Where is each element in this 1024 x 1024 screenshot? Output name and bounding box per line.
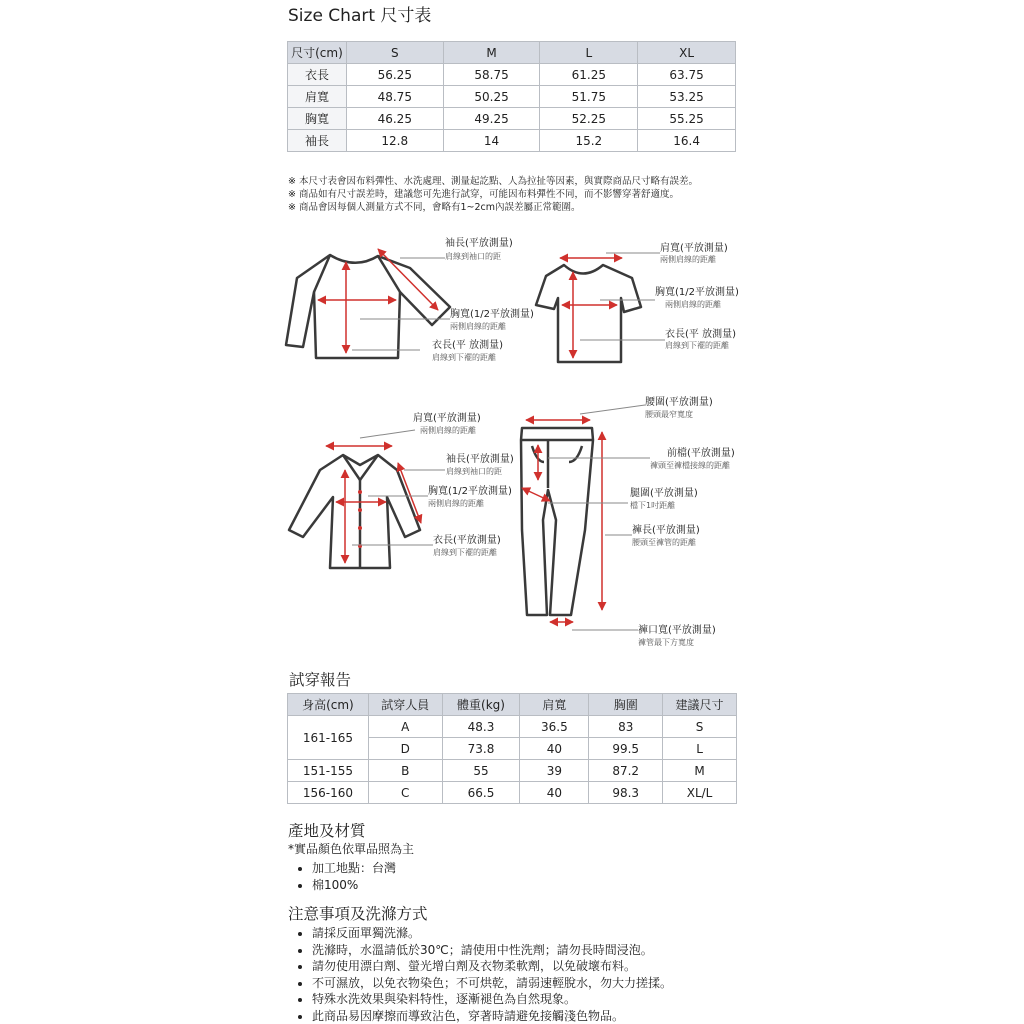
fitting-cell: 36.5	[520, 716, 589, 738]
raglan-sleeve-sub: 肩線到袖口的距	[445, 252, 501, 261]
fitting-height-cell: 156-160	[288, 782, 369, 804]
size-chart-cell: 50.25	[443, 86, 540, 108]
raglan-length-label: 衣長(平 放測量)	[432, 340, 503, 351]
care-item: • 特殊水洗效果與染料特性，逐漸褪色為自然現象。	[312, 991, 672, 1008]
fitting-title: 試穿報告	[289, 671, 352, 689]
size-chart-row-label: 胸寬	[288, 108, 347, 130]
size-chart-cell: 49.25	[443, 108, 540, 130]
fitting-cell: 98.3	[589, 782, 663, 804]
fitting-cell: D	[368, 738, 442, 760]
size-chart-cell: 56.25	[346, 64, 443, 86]
fitting-cell: 87.2	[589, 760, 663, 782]
size-chart-row-label: 肩寬	[288, 86, 347, 108]
fitting-cell: 66.5	[442, 782, 520, 804]
pants-thigh-label: 腿圍(平放測量)	[630, 488, 698, 499]
care-list	[296, 925, 672, 1024]
size-chart-cell: 15.2	[540, 130, 638, 152]
shirt-sleeve-arrow	[398, 463, 421, 523]
fitting-header-cell: 試穿人員	[368, 694, 442, 716]
fitting-header-cell: 胸圍	[589, 694, 663, 716]
size-chart-row-label: 衣長	[288, 64, 347, 86]
shirt-length-label: 衣長(平放測量)	[433, 535, 501, 546]
fitting-table	[287, 693, 737, 804]
fitting-header-cell: 身高(cm)	[288, 694, 369, 716]
fitting-cell: 55	[442, 760, 520, 782]
fitting-cell: B	[368, 760, 442, 782]
care-item: • 請採反面單獨洗滌。	[312, 925, 672, 942]
size-chart-cell: 52.25	[540, 108, 638, 130]
origin-list	[296, 860, 396, 893]
shirt-shoulder-label: 肩寬(平放測量)	[413, 413, 481, 424]
fitting-cell: L	[663, 738, 737, 760]
shirt-illustration	[289, 455, 420, 568]
pants-hem-sub: 褲管最下方寬度	[638, 638, 694, 647]
size-chart-cell: 53.25	[638, 86, 736, 108]
fitting-cell: 39	[520, 760, 589, 782]
size-chart-cell: 14	[443, 130, 540, 152]
size-note: ※ 商品會因每個人測量方式不同，會略有1~2cm內誤差屬正常範圍。	[288, 202, 581, 213]
size-chart-cell: 51.75	[540, 86, 638, 108]
fitting-header-cell: 肩寬	[520, 694, 589, 716]
origin-note: *實品顏色依單品照為主	[288, 842, 415, 856]
fitting-height-cell: 161-165	[288, 716, 369, 760]
pants-rise-label: 前檔(平放測量)	[667, 448, 735, 459]
size-chart-cell: 61.25	[540, 64, 638, 86]
shirt-chest-sub: 兩側肩線的距離	[428, 499, 484, 508]
care-item: • 洗滌時，水溫請低於30℃；請使用中性洗劑；請勿長時間浸泡。	[312, 942, 672, 959]
pants-waist-sub: 腰頭最窄寬度	[645, 410, 693, 419]
size-chart-header-cell: S	[346, 42, 443, 64]
fitting-cell: M	[663, 760, 737, 782]
raglan-chest-sub: 兩側肩線的距離	[450, 322, 506, 331]
fitting-header-cell: 體重(kg)	[442, 694, 520, 716]
pants-length-label: 褲長(平放測量)	[632, 525, 700, 536]
size-chart-cell: 12.8	[346, 130, 443, 152]
pants-illustration	[521, 428, 593, 615]
size-chart-title: Size Chart 尺寸表	[288, 6, 432, 26]
fitting-header-row	[288, 694, 737, 716]
fitting-height-cell: 151-155	[288, 760, 369, 782]
tshirt-chest-sub: 兩側肩線的距離	[665, 300, 721, 309]
size-chart-header-cell: M	[443, 42, 540, 64]
size-chart-cell: 58.75	[443, 64, 540, 86]
size-chart-row-label: 袖長	[288, 130, 347, 152]
size-chart-cell: 55.25	[638, 108, 736, 130]
tshirt-length-sub: 肩線到下襬的距離	[665, 341, 729, 350]
shirt-shoulder-sub: 兩側肩線的距離	[420, 426, 476, 435]
size-chart-header-cell: 尺寸(cm)	[288, 42, 347, 64]
care-item: • 不可濕放，以免衣物染色；不可烘乾，請弱速輕脫水，勿大力搓揉。	[312, 975, 672, 992]
pants-hem-label: 褲口寬(平放測量)	[638, 625, 716, 636]
origin-item: • 棉100%	[312, 877, 396, 894]
size-chart-cell: 16.4	[638, 130, 736, 152]
shirt-sleeve-sub: 肩線到袖口的距	[446, 467, 502, 476]
care-item: • 此商品易因摩擦而導致沾色，穿著時請避免接觸淺色物品。	[312, 1008, 672, 1024]
shirt-sleeve-label: 袖長(平放測量)	[446, 454, 514, 465]
tshirt-length-label: 衣長(平 放測量)	[665, 329, 736, 340]
raglan-length-sub: 肩線到下襬的距離	[432, 353, 496, 362]
shirt-chest-label: 胸寬(1/2平放測量)	[428, 486, 512, 497]
fitting-cell: 40	[520, 738, 589, 760]
size-chart-cell: 48.75	[346, 86, 443, 108]
size-chart-header-cell: XL	[638, 42, 736, 64]
origin-item: • 加工地點：台灣	[312, 860, 396, 877]
fitting-cell: S	[663, 716, 737, 738]
raglan-sleeve-label: 袖長(平放測量)	[445, 238, 513, 249]
tshirt-illustration	[536, 265, 641, 362]
size-chart-cell: 63.75	[638, 64, 736, 86]
size-chart-cell: 46.25	[346, 108, 443, 130]
fitting-cell: XL/L	[663, 782, 737, 804]
fitting-cell: 83	[589, 716, 663, 738]
fitting-header-cell: 建議尺寸	[663, 694, 737, 716]
size-chart-header-cell: L	[540, 42, 638, 64]
tshirt-shoulder-label: 肩寬(平放測量)	[660, 243, 728, 254]
pants-rise-sub: 褲頭至褲檔接線的距離	[650, 461, 730, 470]
fitting-cell: C	[368, 782, 442, 804]
fitting-cell: 99.5	[589, 738, 663, 760]
fitting-row	[288, 716, 737, 738]
tshirt-shoulder-sub: 兩側肩線的距離	[660, 255, 716, 264]
fitting-row	[288, 760, 737, 782]
size-note: ※ 本尺寸表會因布料彈性、水洗處理、測量起訖點、人為拉扯等因素，與實際商品尺寸略有誤差。	[288, 176, 698, 187]
raglan-chest-label: 胸寬(1/2平放測量)	[450, 309, 534, 320]
shirt-length-sub: 肩線到下襬的距離	[433, 548, 497, 557]
care-item: • 請勿使用漂白劑、螢光增白劑及衣物柔軟劑，以免破壞布料。	[312, 958, 672, 975]
pants-thigh-arrow	[522, 488, 550, 501]
raglan-shirt-illustration	[286, 255, 450, 358]
fitting-row	[288, 782, 737, 804]
fitting-cell: 40	[520, 782, 589, 804]
tshirt-chest-label: 胸寬(1/2平放測量)	[655, 287, 739, 298]
pants-length-sub: 腰頭至褲管的距離	[632, 538, 696, 547]
size-note: ※ 商品如有尺寸誤差時，建議您可先進行試穿，可能因布料彈性不同，而不影響穿著舒適度。	[288, 189, 679, 200]
pants-thigh-sub: 檔下1吋距離	[630, 501, 676, 510]
care-title: 注意事項及洗滌方式	[288, 905, 428, 923]
origin-title: 產地及材質	[288, 822, 366, 840]
raglan-arrows	[318, 249, 438, 353]
pants-waist-label: 腰圍(平放測量)	[645, 397, 713, 408]
fitting-cell: A	[368, 716, 442, 738]
fitting-cell: 48.3	[442, 716, 520, 738]
fitting-cell: 73.8	[442, 738, 520, 760]
